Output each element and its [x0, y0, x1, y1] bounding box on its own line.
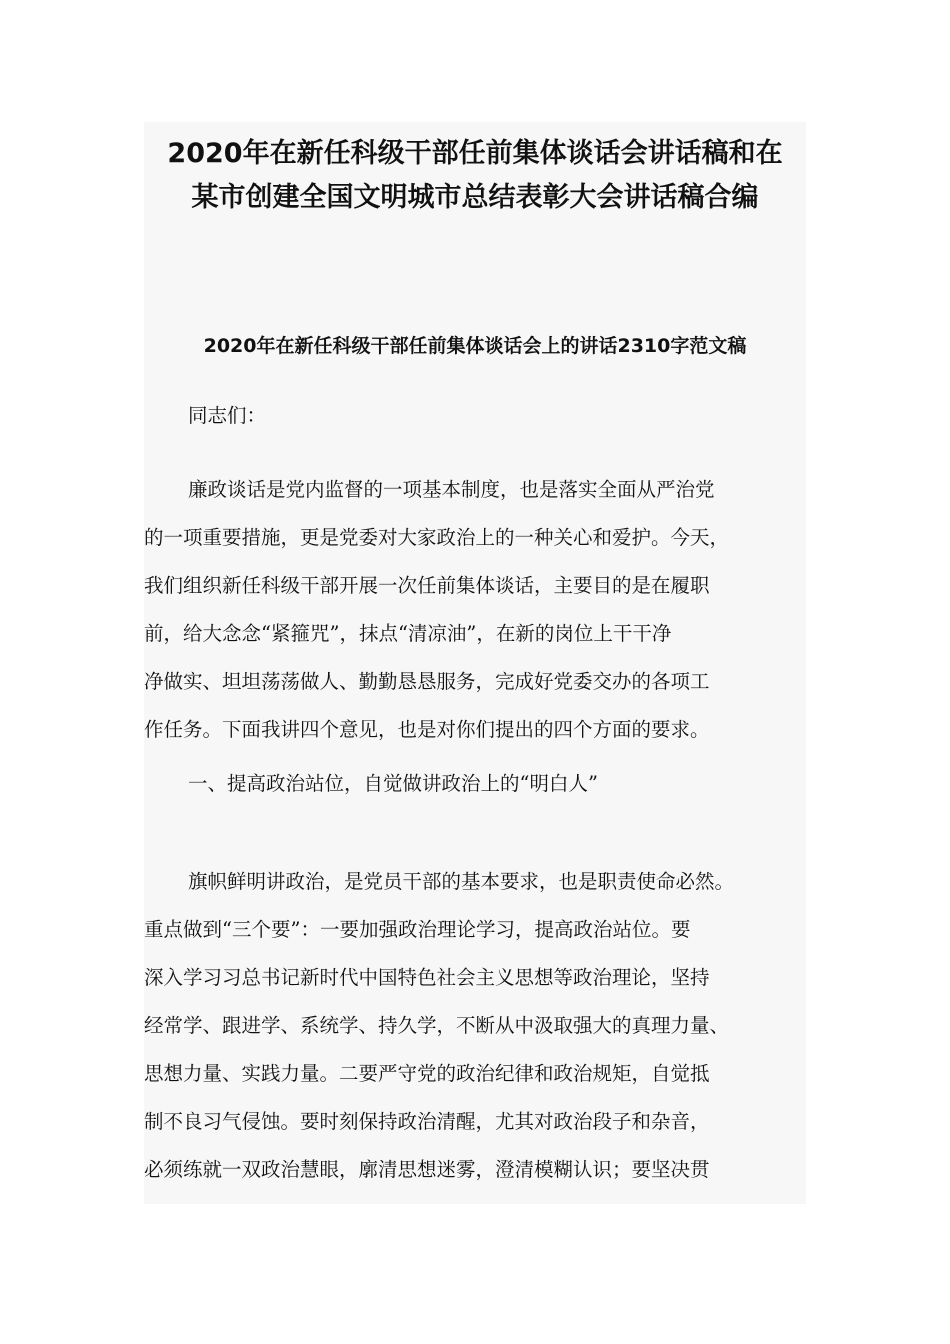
- document-content: [144, 122, 806, 1204]
- document-title-line: 某市创建全国文明城市总结表彰大会讲话稿合编: [191, 182, 759, 213]
- paragraph-section1: [144, 858, 806, 1194]
- section-heading-text: 一、提高政治站位，自觉做讲政治上的“明白人”: [188, 772, 598, 795]
- speech-subtitle: 2020年在新任科级干部任前集体谈话会上的讲话2310字范文稿: [203, 335, 747, 357]
- paragraph-line: 净做实、坦坦荡荡做人、勤勤恳恳服务，完成好党委交办的各项工: [144, 670, 710, 693]
- greeting-text: 同志们：: [188, 404, 267, 427]
- paragraph-line: 作任务。下面我讲四个意见，也是对你们提出的四个方面的要求。: [144, 718, 710, 741]
- paragraph-line: 我们组织新任科级干部开展一次任前集体谈话，主要目的是在履职: [144, 574, 710, 597]
- greeting: [144, 392, 806, 440]
- document-title: [144, 132, 806, 220]
- paragraph-line: 经常学、跟进学、系统学、持久学，不断从中汲取强大的真理力量、: [144, 1014, 730, 1037]
- document-title-line: 2020年在新任科级干部任前集体谈话会讲话稿和在: [167, 138, 783, 169]
- paragraph-intro: [144, 466, 806, 754]
- paragraph-line: 旗帜鲜明讲政治，是党员干部的基本要求，也是职责使命必然。: [188, 870, 735, 893]
- paragraph-line: 思想力量、实践力量。二要严守党的政治纪律和政治规矩，自觉抵: [144, 1062, 710, 1085]
- paragraph-line: 的一项重要措施，更是党委对大家政治上的一种关心和爱护。今天，: [144, 526, 730, 549]
- paragraph-line: 重点做到“三个要”：一要加强政治理论学习，提高政治站位。要: [144, 918, 691, 941]
- paragraph-line: 前，给大念念“紧箍咒”，抹点“清凉油”，在新的岗位上干干净: [144, 622, 672, 645]
- paragraph-line: 制不良习气侵蚀。要时刻保持政治清醒，尤其对政治段子和杂音，: [144, 1110, 710, 1133]
- paragraph-line: 深入学习习总书记新时代中国特色社会主义思想等政治理论，坚持: [144, 966, 710, 989]
- paragraph-line: 必须练就一双政治慧眼，廓清思想迷雾，澄清模糊认识；要坚决贯: [144, 1158, 710, 1181]
- paragraph-line: 廉政谈话是党内监督的一项基本制度，也是落实全面从严治党: [188, 478, 715, 501]
- section-heading: [144, 760, 806, 808]
